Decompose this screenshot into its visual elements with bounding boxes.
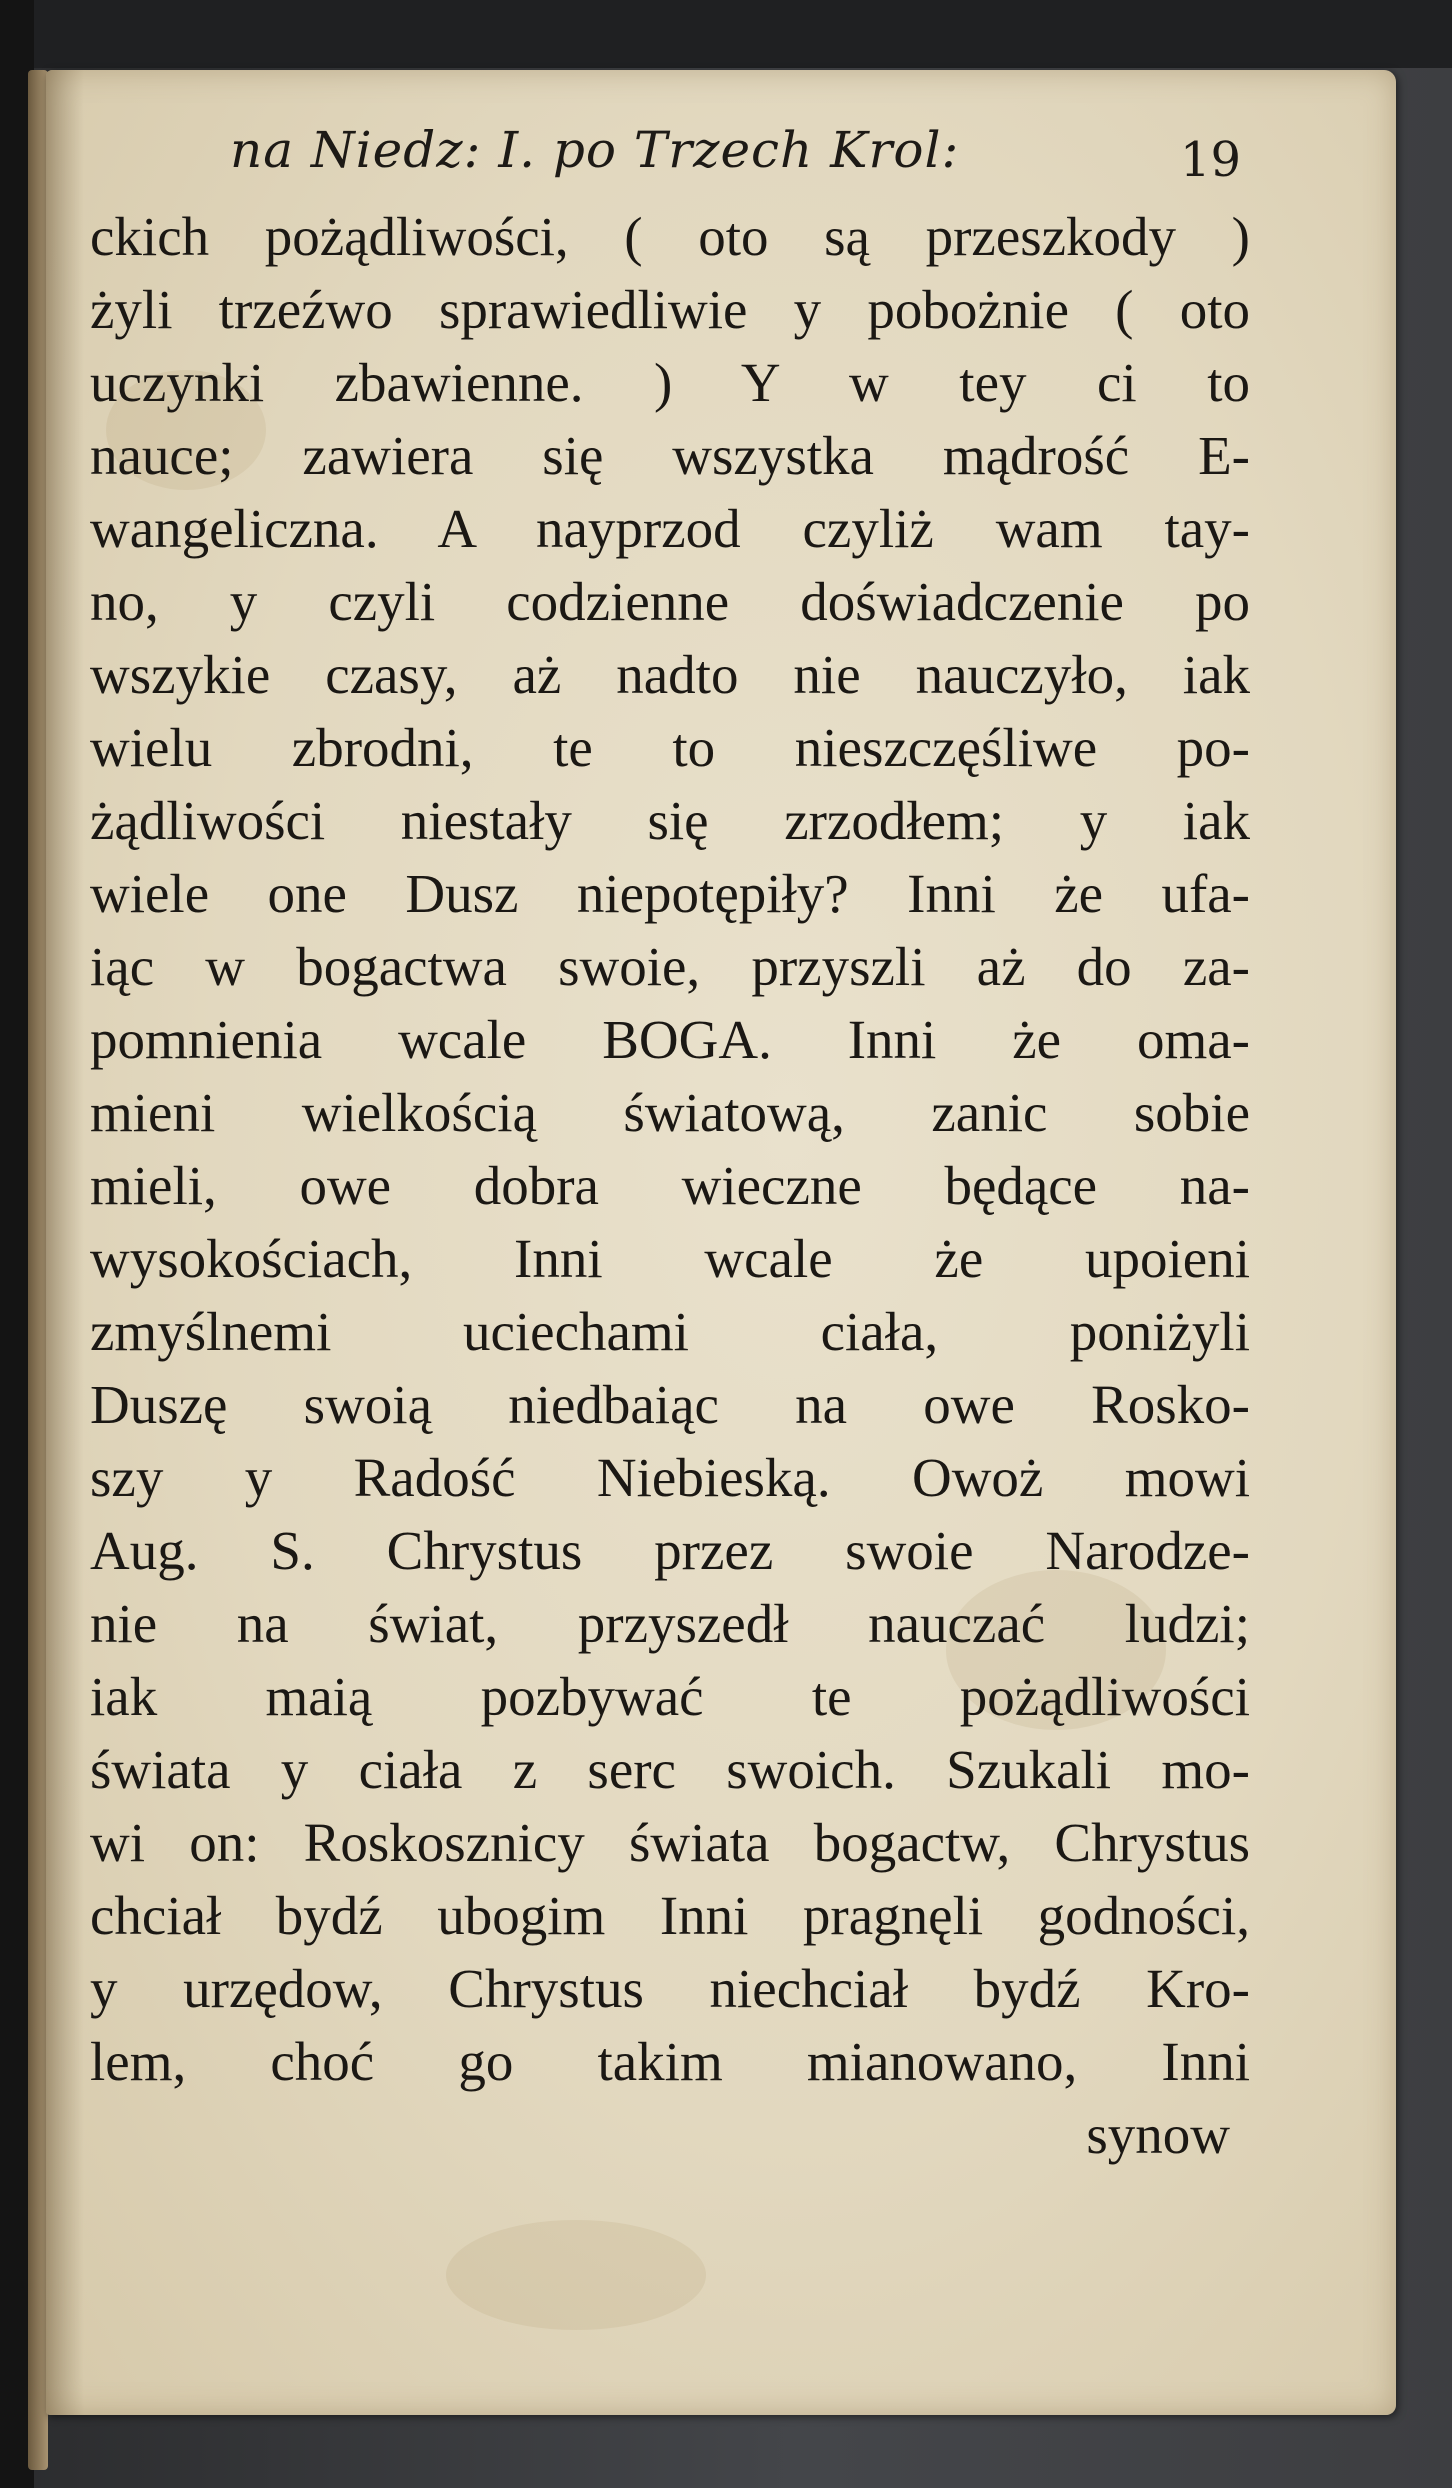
text-line: iak maią pozbywać te pożądliwości	[90, 1666, 1250, 1727]
text-line: Aug. S. Chrystus przez swoie Narodze-	[90, 1520, 1250, 1581]
text-line: uczynki zbawienne. ) Y w tey ci to	[90, 352, 1250, 413]
running-head: na Niedz: I. po Trzech Krol:	[230, 121, 960, 179]
text-line: iąc w bogactwa swoie, przyszli aż do za-	[90, 936, 1250, 997]
paper-stain	[446, 2220, 706, 2330]
body-text	[90, 200, 1250, 2171]
text-line: nie na świat, przyszedł nauczać ludzi;	[90, 1593, 1250, 1654]
text-line: mieli, owe dobra wieczne będące na-	[90, 1155, 1250, 1216]
text-line: no, y czyli codzienne doświadczenie po	[90, 571, 1250, 632]
text-line: żądliwości niestały się zrzodłem; y iak	[90, 790, 1250, 851]
text-line: ckich pożądliwości, ( oto są przeszkody )	[90, 206, 1250, 267]
text-line: lem, choć go takim mianowano, Inni	[90, 2031, 1250, 2092]
text-line: wi on: Roskosznicy świata bogactw, Chrystus	[90, 1812, 1250, 1873]
text-line: wangeliczna. A nayprzod czyliż wam tay-	[90, 498, 1250, 559]
text-line: świata y ciała z serc swoich. Szukali mo-	[90, 1739, 1250, 1800]
text-line: wszykie czasy, aż nadto nie nauczyło, iak	[90, 644, 1250, 705]
text-line: mieni wielkością światową, zanic sobie	[90, 1082, 1250, 1143]
page-gutter-shadow	[46, 70, 84, 2415]
text-line: chciał bydź ubogim Inni pragnęli godności,	[90, 1885, 1250, 1946]
text-line: żyli trzeźwo sprawiedliwie y pobożnie ( oto	[90, 279, 1250, 340]
text-line: pomnienia wcale BOGA. Inni że oma-	[90, 1009, 1250, 1070]
catchword: synow	[1086, 2104, 1230, 2165]
text-line: wiele one Dusz niepotępiły? Inni że ufa-	[90, 863, 1250, 924]
binding-edge	[28, 70, 48, 2470]
text-line: nauce; zawiera się wszystka mądrość E-	[90, 425, 1250, 486]
page-number: 19	[1180, 132, 1242, 188]
text-line: wysokościach, Inni wcale że upoieni	[90, 1228, 1250, 1289]
text-line: zmyślnemi uciechami ciała, poniżyli	[90, 1301, 1250, 1362]
text-line: wielu zbrodni, te to nieszczęśliwe po-	[90, 717, 1250, 778]
scan-background-top	[0, 0, 1452, 68]
text-line: y urzędow, Chrystus niechciał bydź Kro-	[90, 1958, 1250, 2019]
text-line: Duszę swoią niedbaiąc na owe Rosko-	[90, 1374, 1250, 1435]
text-line: szy y Radość Niebieską. Owoż mowi	[90, 1447, 1250, 1508]
